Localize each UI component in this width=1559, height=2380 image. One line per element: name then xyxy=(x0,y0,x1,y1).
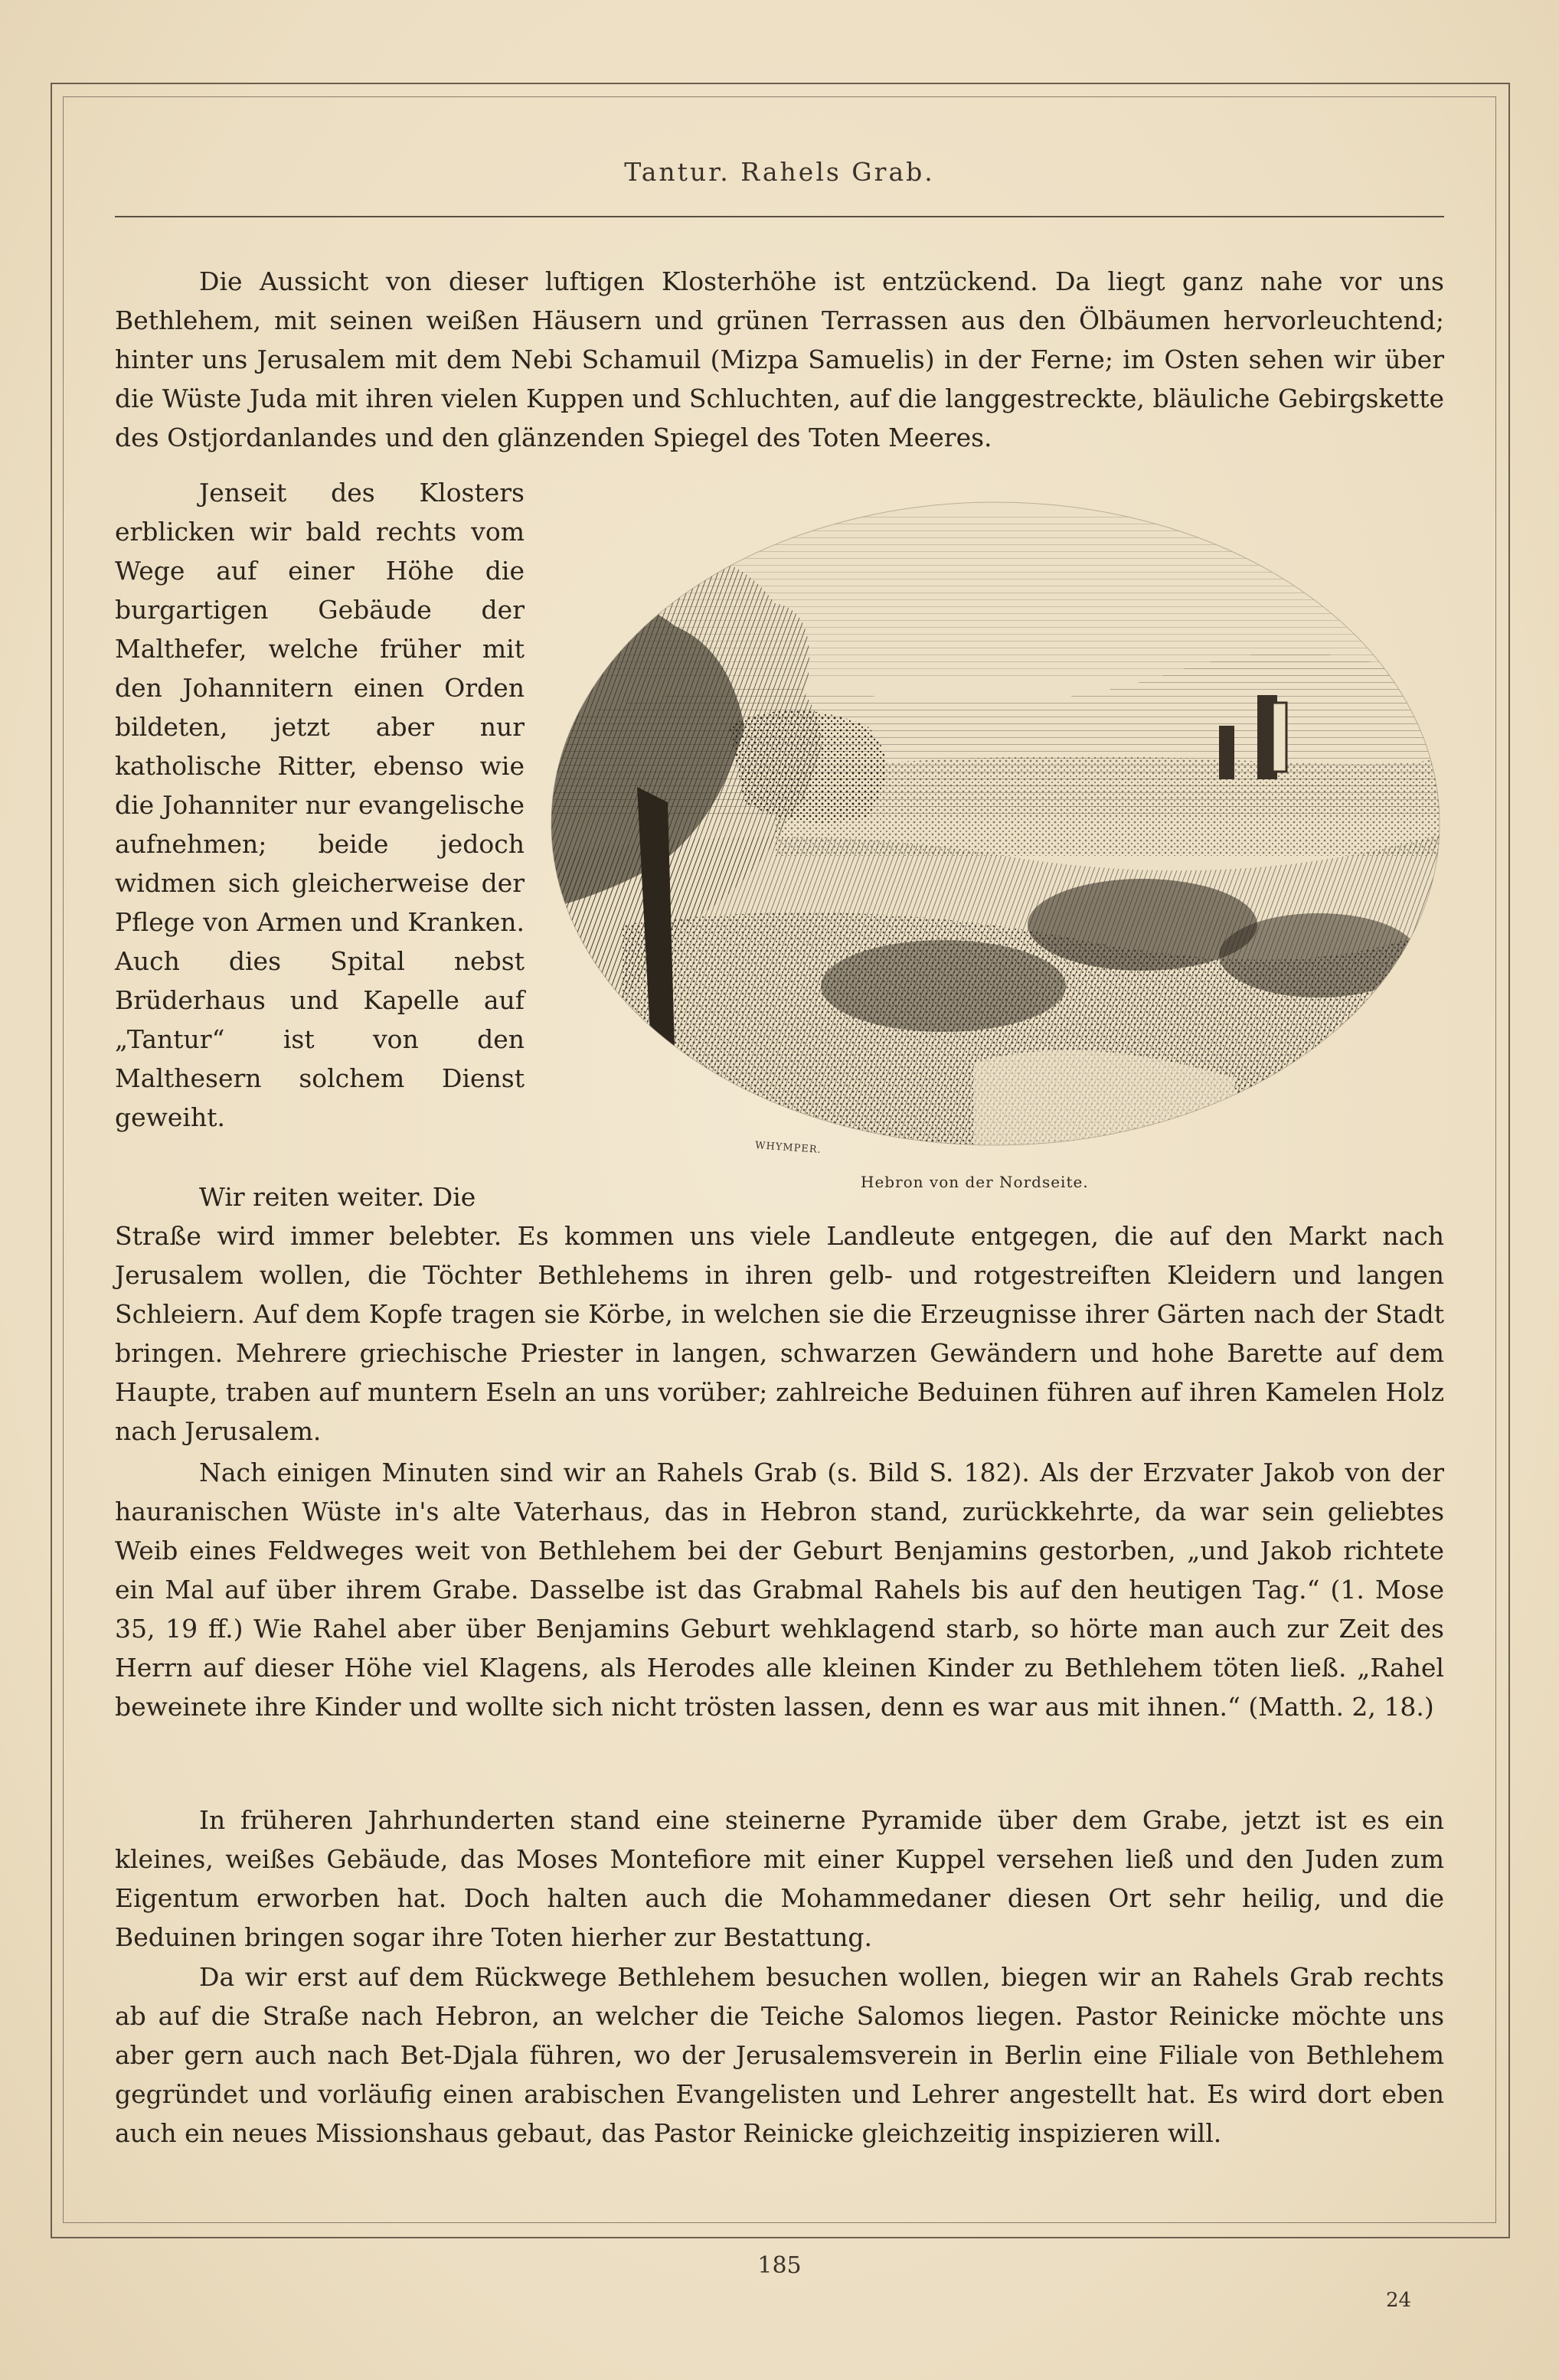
engraver-signature: WHYMPER. xyxy=(754,1139,822,1157)
engraving-hebron xyxy=(545,496,1446,1151)
paragraph-bet-djala: Da wir erst auf dem Rückwege Bethlehem besuchen wollen, biegen wir an Rahels Grab rechts ab auf die Straße nach Hebron, an welcher die Teiche Salomos liegen. Pastor Reinicke möchte uns aber gern auch nach Bet-Djala führen, wo der Jerusalemsverein in Berlin eine Filiale von Bethlehem gegründet und vorläufig einen arabischen Evangelisten und Lehrer angestellt hat. Es wird dort eben auch ein neues Missionshaus gebaut, das Pastor Reinicke gleichzeitig inspizieren will. xyxy=(115,1962,1444,2148)
paragraph-ride-continued: Straße wird immer belebter. Es kommen uns viele Landleute entgegen, die auf den Markt nach Jerusalem wollen, die Töchter Bethlehems in ihren gelb- und rotgestreiften Kleidern und langen Schleiern. Auf dem Kopfe tragen sie Körbe, in welchen sie die Erzeugnisse ihrer Gärten nach der Stadt bringen. Mehrere griechische Priester in langen, schwarzen Gewändern und hohe Barette auf dem Haupte, traben auf muntern Eseln an uns vorüber; zahlreiche Beduinen führen auf ihren Kamelen Holz nach Jerusalem. xyxy=(115,1221,1444,1446)
paragraph-rahels-grab: Nach einigen Minuten sind wir an Rahels Grab (s. Bild S. 182). Als der Erzvater Jakob von der hauranischen Wüste in's alte Vaterhaus, das in Hebron stand, zurückkehrte, da war sein geliebtes Weib eines Feldweges weit von Bethlehem bei der Geburt Benjamins gestorben, „und Jakob richtete ein Mal auf über ihrem Grabe. Dasselbe ist das Grabmal Rahels bis auf den heutigen Tag.“ (1. Mose 35, 19 ff.) Wie Rahel aber über Benjamins Geburt wehklagend starb, so hörte man auch zur Zeit des Herrn auf dieser Höhe viel Klagens, als Herodes alle kleinen Kinder zu Bethlehem töten ließ. „Rahel beweinete ihre Kinder und wollte sich nicht trösten lassen, denn es war aus mit ihnen.“ (Matth. 2, 18.) xyxy=(115,1458,1444,1722)
printer-signature-mark: 24 xyxy=(1386,2289,1412,2312)
paragraph-view: Die Aussicht von dieser luftigen Klosterhöhe ist entzückend. Da liegt ganz nahe vor uns Bethlehem, mit seinen weißen Häusern und grünen Terrassen aus den Ölbäumen hervorleuchtend; hinter uns Jerusalem mit dem Nebi Schamuil (Mizpa Samuelis) in der Ferne; im Osten sehen wir über die Wüste Juda mit ihren vielen Kuppen und Schluchten, auf die langgestreckte, bläuliche Gebirgskette des Ostjordanlandes und den glänzenden Spiegel des Toten Meeres. xyxy=(115,266,1444,452)
paragraph-ride-start: Wir reiten weiter. Die xyxy=(199,1182,476,1212)
running-title: Tantur. Rahels Grab. xyxy=(624,157,935,187)
paragraph-maltheser: Jenseit des Klosters erblicken wir bald rechts vom Wege auf einer Höhe die burgartigen Gebäude der Malthefer, welche früher mit den Johannitern einen Orden bildeten, jetzt aber nur katholische Ritter, ebenso wie die Johanniter nur evangelische aufnehmen; beide jedoch widmen sich gleicherweise der Pflege von Armen und Kranken. Auch dies Spital nebst Brüderhaus und Kapelle auf „Tantur“ ist von den Malthesern solchem Dienst geweiht. xyxy=(115,478,525,1132)
figure-caption: Hebron von der Nordseite. xyxy=(861,1173,1089,1191)
page-number: 185 xyxy=(757,2252,802,2279)
paragraph-pyramide: In früheren Jahrhunderten stand eine steinerne Pyramide über dem Grabe, jetzt ist es ein kleines, weißes Gebäude, das Moses Montefiore mit einer Kuppel versehen ließ und den Juden zum Eigentum erworben hat. Doch halten auch die Mohammedaner diesen Ort sehr heilig, und die Beduinen bringen sogar ihre Toten hierher zur Bestattung. xyxy=(115,1805,1444,1952)
header-rule xyxy=(115,216,1444,217)
